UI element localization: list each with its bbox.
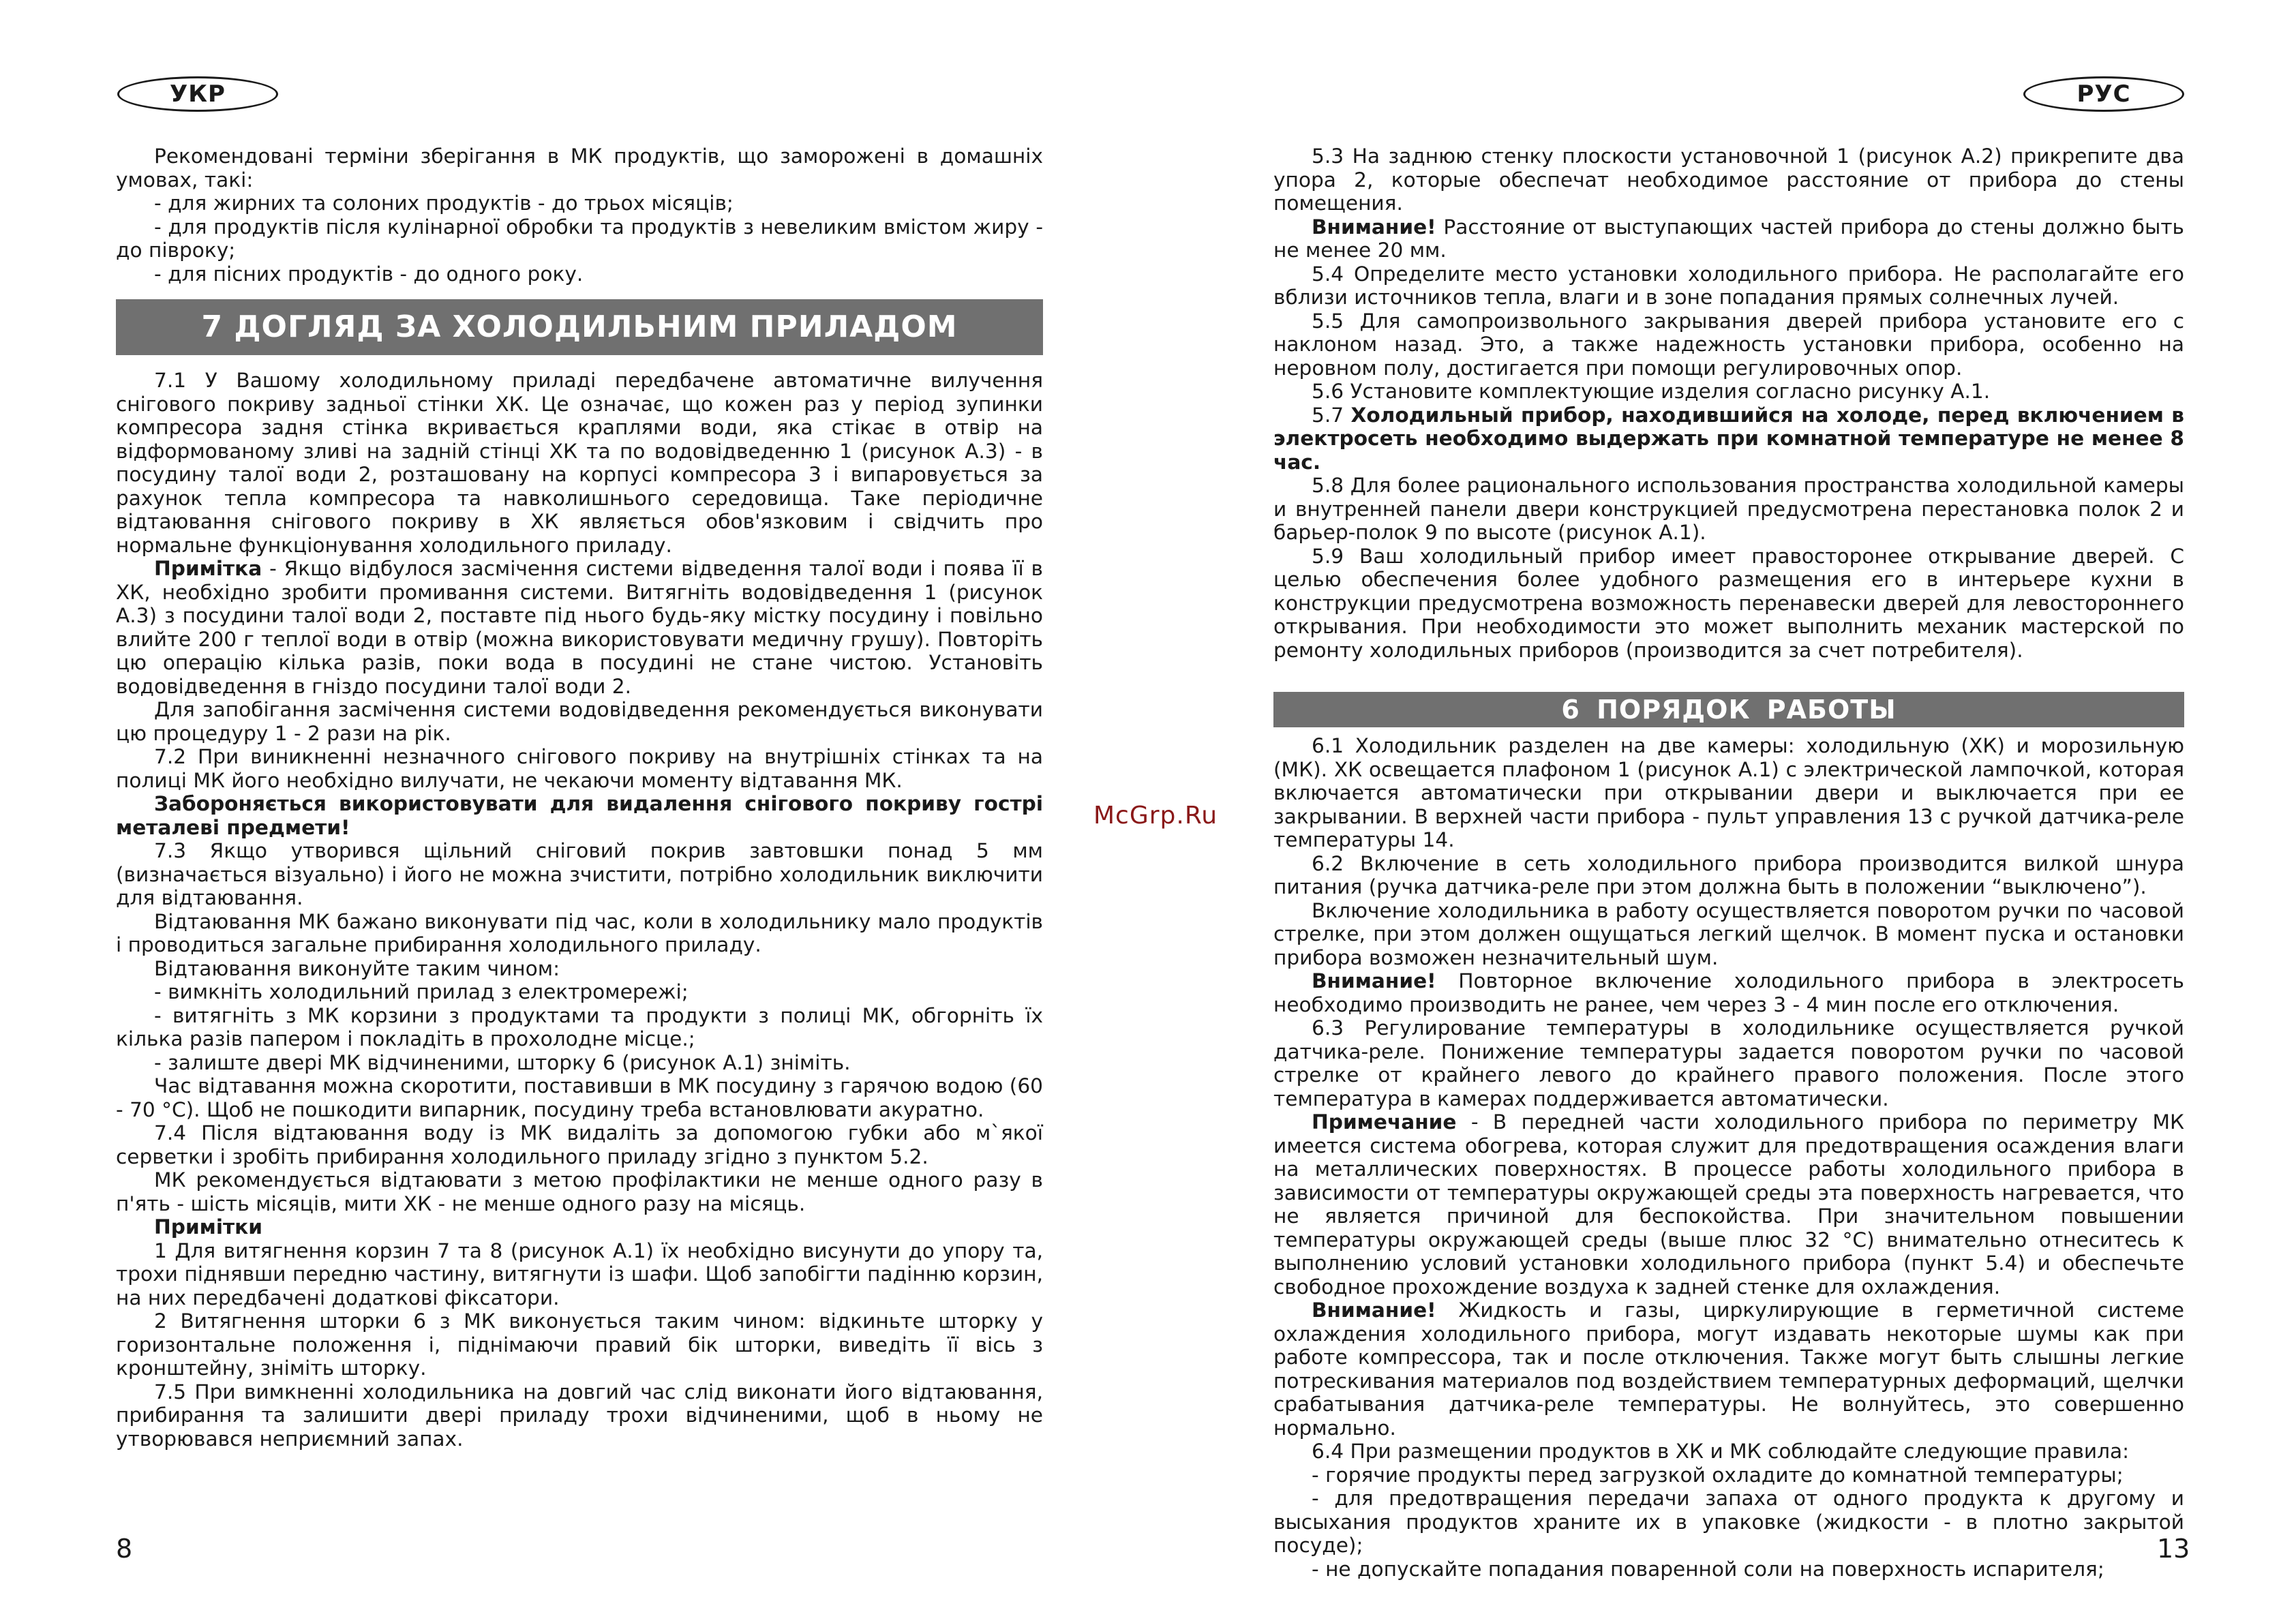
paragraph-5-8: 5.8 Для более рационального использования пространства холодильной камеры и внутренней панели двери конструкцией предусмотрена перестановка полок 2 и барьер-полок 9 по высоте (рисунок А.1).	[1273, 474, 2184, 544]
paragraph-6-3: 6.3 Регулирование температуры в холодильнике осуществляется ручкой датчика-реле. Понижение температуры задается поворотом ручки по часовой стрелке от крайнего левого до крайнего правого положения. После этого температура в камерах поддерживается автоматически.	[1273, 1016, 2184, 1110]
paragraph-prevent: Для запобігання засмічення системи водовідведення рекомендується виконувати цю процедуру 1 - 2 рази на рік.	[116, 698, 1043, 745]
list-item: - горячие продукты перед загрузкой охладите до комнатной температуры;	[1312, 1463, 2124, 1487]
paragraph-5-7-number: 5.7	[1312, 403, 1351, 427]
paragraph-6-1: 6.1 Холодильник разделен на две камеры: холодильную (ХК) и морозильную (МК). ХК освещается плафоном 1 (рисунок А.1) с электрической лампочкой, которая включается автоматически при открывании двери и выключается при ее закрывании. В верхней части прибора - пульт управления 13 с ручкой датчика-реле температуры 14.	[1273, 734, 2184, 851]
note-text: - Якщо відбулося засмічення системи відведення талої води і поява її в ХК, необхідно зробити промивання системи. Витягніть водовідведення 1 (рисунок А.3) з посудини талої води 2, поставте під нього будь-яку містку посудину і повільно влийте 200 г теплої води в отвір (можна використовувати медичну грушу). Повторіть цю операцію кілька разів, поки вода в посудині не стане чистою. Установіть водовідведення в гніздо посудини талої води 2.	[116, 557, 1043, 698]
note-text: - В передней части холодильного прибора по периметру МК имеется система обогрева, которая служит для предотвращения осаждения влаги на металлических поверхностях. В процессе работы холодильного прибора в зависимости от температуры окружающей среды эта поверхность нагревается, что не является причиной для беспокойства. При значительном повышении температуры окружающей среды (выше плюс 32 °С) внимательно отнеситесь к выполнению условий установки холодильного прибора (пункт 5.4) и обеспечьте свободное прохождение воздуха к задней стенке для охлаждения.	[1273, 1110, 2184, 1299]
list-item: - для продуктів після кулінарної обробки та продуктів з невеликим вмістом жиру - до півроку;	[116, 215, 1043, 262]
warning-paragraph	[116, 792, 1043, 839]
list-item: - для пісних продуктів - до одного року.	[154, 262, 584, 286]
paragraph-6-2: 6.2 Включение в сеть холодильного прибора производится вилкой шнура питания (ручка датчика-реле при этом должна быть в положении “выключено”).	[1273, 851, 2184, 898]
paragraph-5-6: 5.6 Установите комплектующие изделия согласно рисунку А.1.	[1312, 380, 1991, 403]
language-badge-rus: РУС	[2023, 76, 2184, 112]
note-paragraph	[116, 557, 1043, 698]
paragraph-recommend: МК рекомендується відтаювати з метою профілактики не менше одного разу в п'ять - шість місяців, мити ХК - не менше одного разу на місяць.	[116, 1168, 1043, 1215]
paragraph-speed: Час відтавання можна скоротити, поставивши в МК посудину з гарячою водою (60 - 70 °С). Щоб не пошкодити випарник, посудину треба встановлювати акуратно.	[116, 1074, 1043, 1121]
paragraph-5-3: 5.3 На заднюю стенку плоскости установочной 1 (рисунок А.2) прикрепите два упора 2, которые обеспечат необходимое расстояние от прибора до стены помещения.	[1273, 145, 2184, 215]
notes-heading-text: Примітки	[154, 1215, 262, 1239]
paragraph-defrost-how: Відтаювання виконуйте таким чином:	[154, 956, 560, 980]
list-item: - залиште двері МК відчиненими, шторку 6 (рисунок А.1) зніміть.	[154, 1050, 851, 1074]
note-2: 2 Витягнення шторки 6 з МК виконується таким чином: відкиньте шторку у горизонтальне положення і, піднімаючи правий бік шторки, виведіть її вісь з кронштейну, зніміть шторку.	[116, 1309, 1043, 1380]
paragraph-defrost-time: Відтаювання МК бажано виконувати під час, коли в холодильнику мало продуктів і проводиться загальне прибирання холодильного приладу.	[116, 909, 1043, 956]
attention-label: Внимание!	[1312, 1299, 1436, 1322]
right-page-column	[1273, 145, 2184, 1581]
attention-paragraph	[1273, 215, 2184, 262]
paragraph-7-1: 7.1 У Вашому холодильному приладі передбачене автоматичне вилучення снігового покриву задньої стінки ХК. Це означає, що кожен раз у період зупинки компресора задня стінка вкривається краплями води, яка стікає в отвір на відформованому зливі на задній стінці ХК та по водовідведенню 1 (рисунок А.3) - в посудину талої води 2, розташовану на корпусі компресора 3 і випаровується за рахунок тепла компресора та навколишнього середовища. Таке періодичне відтаювання снігового покриву в ХК являється обов'язковим і свідчить про нормальне функціонування холодильного приладу.	[116, 369, 1043, 557]
left-page-column	[116, 145, 1043, 1451]
attention-text: Расстояние от выступающих частей прибора до стены должно быть не менее 20 мм.	[1273, 215, 2184, 262]
paragraph-7-2: 7.2 При виникненні незначного снігового покриву на внутрішніх стінках та на полиці МК його необхідно вилучати, не чекаючи моменту відтавання МК.	[116, 745, 1043, 792]
note-1: 1 Для витягнення корзин 7 та 8 (рисунок А.1) їх необхідно висунути до упору та, трохи піднявши передню частину, витягнути із шафи. Щоб запобігти падінню корзин, на них передбачені додаткові фіксатори.	[116, 1239, 1043, 1309]
note-label: Примечание	[1312, 1110, 1457, 1134]
list-item: - вимкніть холодильний прилад з електромережі;	[154, 980, 689, 1003]
intro-paragraph: Рекомендовані терміни зберігання в МК продуктів, що заморожені в домашніх умовах, такі:	[116, 145, 1043, 192]
page-number-right: 13	[2157, 1534, 2190, 1564]
paragraph-5-7-bold: Холодильный прибор, находившийся на холоде, перед включением в электросеть необходимо выдержать при комнатной температуре не менее 8 час.	[1273, 403, 2184, 474]
notes-heading	[116, 1215, 1043, 1239]
paragraph-5-5: 5.5 Для самопроизвольного закрывания дверей прибора установите его с наклоном назад. Это, а также надежность установки прибора, особенно на неровном полу, достигается при помощи регулировочных опор.	[1273, 309, 2184, 380]
note-label: Примітка	[154, 557, 262, 580]
section-heading-6: 6 ПОРЯДОК РАБОТЫ	[1273, 692, 2184, 727]
list-item: - не допускайте попадания поваренной соли на поверхность испарителя;	[1312, 1557, 2104, 1581]
paragraph-5-9: 5.9 Ваш холодильный прибор имеет правосторонее открывание дверей. С целью обеспечения более удобного размещения его в интерьере кухни в конструкции предусмотрена возможность перенавески дверей для левостороннего открывания. При необходимости это может выполнить механик мастерской по ремонту холодильных приборов (производится за счет потребителя).	[1273, 544, 2184, 662]
paragraph-7-4: 7.4 Після відтаювання воду із МК видаліть за допомогою губки або м`якої серветки і зробіть прибирання холодильного приладу згідно з пунктом 5.2.	[116, 1121, 1043, 1168]
page-number-left: 8	[116, 1534, 133, 1564]
language-badge-ukr: УКР	[117, 76, 278, 112]
section-heading-7: 7 ДОГЛЯД ЗА ХОЛОДИЛЬНИМ ПРИЛАДОМ	[116, 299, 1043, 355]
note-paragraph	[1273, 1110, 2184, 1299]
watermark: McGrp.Ru	[1093, 802, 1218, 830]
paragraph-7-5: 7.5 При вимкненні холодильника на довгий час слід виконати його відтаювання, прибирання та залишити двері приладу трохи відчиненими, щоб в ньому не утворювався неприємний запах.	[116, 1380, 1043, 1451]
paragraph-5-4: 5.4 Определите место установки холодильного прибора. Не располагайте его вблизи источников тепла, влаги и в зоне попадания прямых солнечных лучей.	[1273, 262, 2184, 309]
paragraph-6-4: 6.4 При размещении продуктов в ХК и МК соблюдайте следующие правила:	[1312, 1440, 2130, 1463]
attention-text: Повторное включение холодильного прибора в электросеть необходимо производить не ранее, чем через 3 - 4 мин после его отключения.	[1273, 969, 2184, 1016]
attention-label: Внимание!	[1312, 969, 1436, 992]
list-item: - для предотвращения передачи запаха от одного продукта к другому и высыхания продуктов храните их в упаковке (жидкости - в плотно закрытой посуде);	[1273, 1487, 2184, 1557]
attention-label: Внимание!	[1312, 215, 1436, 239]
list-item: - для жирних та солоних продуктів - до трьох місяців;	[154, 192, 734, 215]
attention-paragraph	[1273, 1299, 2184, 1440]
warning-text: Забороняється використовувати для видалення снігового покриву гострі металеві предмети!	[116, 792, 1043, 839]
list-item: - витягніть з МК корзини з продуктами та продукти з полиці МК, обгорніть їх кілька разів папером і покладіть в прохолодне місце.;	[116, 1003, 1043, 1050]
paragraph-7-3: 7.3 Якщо утворився щільний сніговий покрив завтовшки понад 5 мм (визначається візуально) і його не можна зчистити, потрібно холодильник виключити для відтаювання.	[116, 839, 1043, 909]
paragraph-power-on: Включение холодильника в работу осуществляется поворотом ручки по часовой стрелке, при этом должен ощущаться легкий щелчок. В момент пуска и остановки прибора возможен незначительный шум.	[1273, 898, 2184, 969]
attention-text: Жидкость и газы, циркулирующие в герметичной системе охлаждения холодильного прибора, могут издавать некоторые шумы как при работе компрессора, так и после отключения. Также могут быть слышны легкие потрескивания материалов под воздействием температурных деформаций, щелчки срабатывания датчика-реле температуры. Не волнуйтесь, это совершенно нормально.	[1273, 1299, 2184, 1440]
attention-paragraph	[1273, 969, 2184, 1016]
paragraph-5-7	[1273, 404, 2184, 474]
